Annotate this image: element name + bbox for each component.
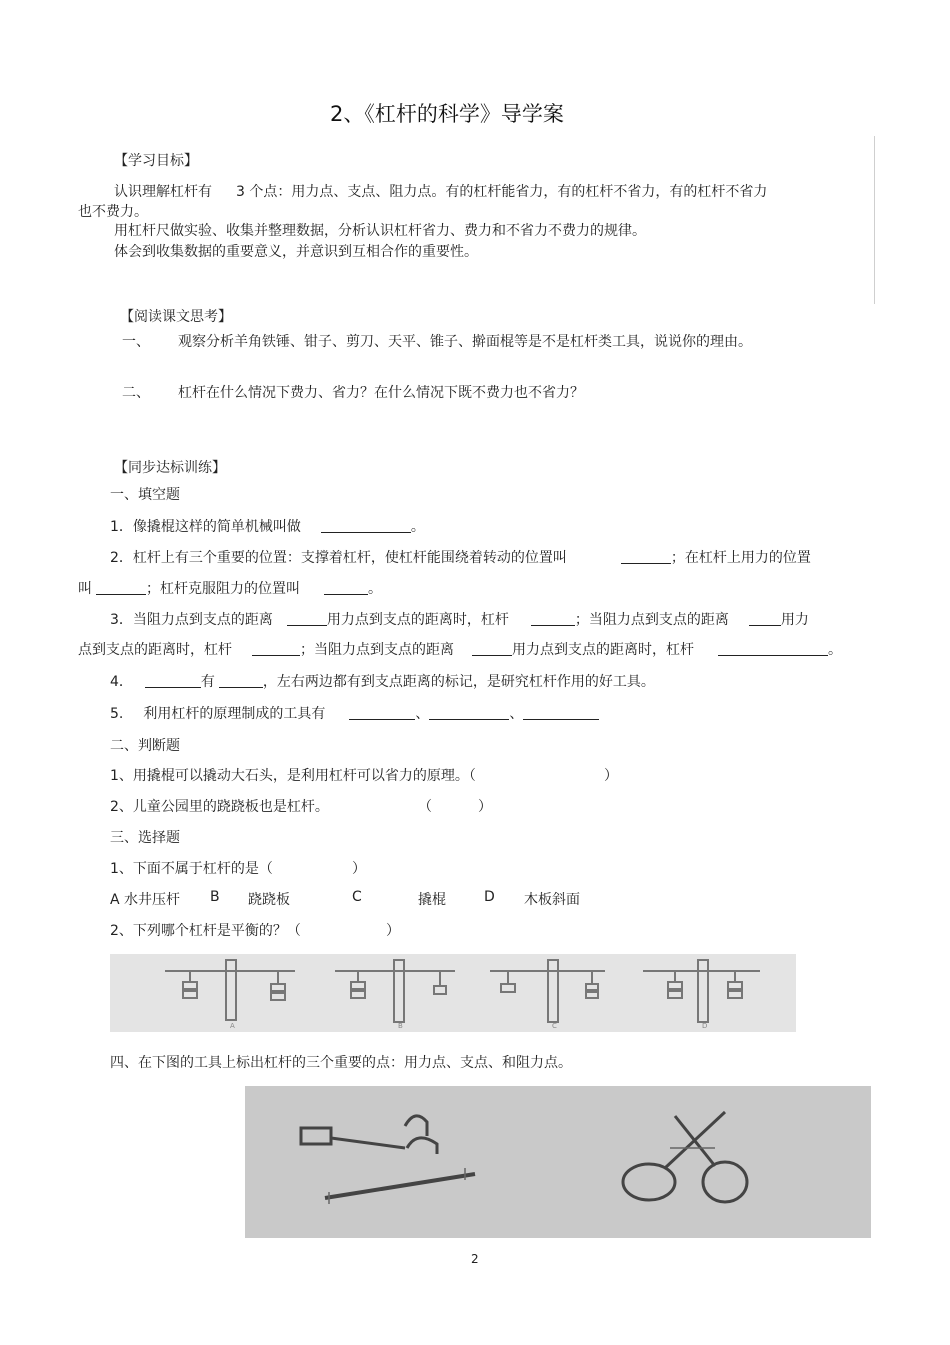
choice-q1: 1、下面不属于杠杆的是（	[110, 861, 273, 877]
blank[interactable]	[472, 640, 512, 656]
option-d-letter: D	[484, 889, 495, 905]
option-b-letter: B	[210, 889, 220, 905]
page-title: 2、《杠杆的科学》导学案	[330, 102, 564, 126]
blank[interactable]	[523, 704, 599, 720]
blank[interactable]	[429, 704, 509, 720]
option-a: A 水井压杆	[110, 892, 181, 908]
judge-q2-close: ）	[478, 799, 492, 815]
option-b-text: 跷跷板	[248, 892, 290, 908]
figure-label-a: A	[230, 1022, 235, 1030]
judge-q1: 1、用撬棍可以撬动大石头，是利用杠杆可以省力的原理。（	[110, 768, 476, 784]
blank[interactable]	[531, 610, 575, 626]
fill-heading: 一、填空题	[110, 487, 180, 503]
fill-q5: 5. 利用杠杆的原理制成的工具有 、 、	[110, 703, 599, 723]
figure-label-d: D	[702, 1022, 708, 1030]
judge-q2-open: （	[418, 799, 432, 815]
margin-line	[874, 136, 875, 304]
blank[interactable]	[219, 672, 263, 688]
blank[interactable]	[145, 672, 201, 688]
judge-q2: 2、儿童公园里的跷跷板也是杠杆。	[110, 799, 329, 815]
tools-diagram	[245, 1086, 871, 1238]
tools-figure	[245, 1086, 871, 1238]
blank[interactable]	[718, 640, 828, 656]
figure-label-c: C	[552, 1022, 557, 1030]
label-heading: 四、在下图的工具上标出杠杆的三个重要的点：用力点、支点、和阻力点。	[110, 1055, 572, 1071]
judge-q1-close: ）	[604, 768, 618, 784]
objective-line-1a: 认识理解杠杆有	[114, 184, 212, 200]
balance-figure	[110, 954, 796, 1032]
practice-heading: 【同步达标训练】	[114, 460, 226, 476]
reading-q1-number: 一、	[122, 334, 150, 350]
blank[interactable]	[621, 548, 671, 564]
objective-line-2: 用杠杆尺做实验、收集并整理数据，分析认识杠杆省力、费力和不省力不费力的规律。	[114, 223, 646, 239]
fill-q1: 1．像撬棍这样的简单机械叫做 。	[110, 519, 425, 535]
reading-q1: 观察分析羊角铁锤、钳子、剪刀、天平、锥子、擀面棍等是不是杠杆类工具，说说你的理由。	[178, 334, 752, 350]
blank[interactable]	[287, 610, 327, 626]
choice-q2-close: ）	[386, 923, 400, 939]
page-number: 2	[471, 1252, 479, 1266]
blank[interactable]	[252, 640, 300, 656]
balance-diagrams	[110, 954, 796, 1032]
figure-label-b: B	[398, 1022, 403, 1030]
option-d-text: 木板斜面	[524, 892, 580, 908]
choice-heading: 三、选择题	[110, 830, 180, 846]
judge-heading: 二、判断题	[110, 738, 180, 754]
fill-q2-line2: 叫 ；杠杆克服阻力的位置叫 。	[78, 581, 382, 597]
objective-line-1b: 3 个点：用力点、支点、阻力点。有的杠杆能省力，有的杠杆不省力，有的杠杆不省力	[236, 184, 768, 200]
fill-q2-line1: 2．杠杆上有三个重要的位置：支撑着杠杆，使杠杆能围绕着转动的位置叫 ；在杠杆上用力的位置	[110, 550, 811, 566]
fill-q3-line2: 点到支点的距离时，杠杆 ；当阻力点到支点的距离 用力点到支点的距离时，杠杆 。	[78, 642, 842, 658]
fill-q4: 4． 有 ，左右两边都有到支点距离的标记，是研究杠杆作用的好工具。	[110, 674, 655, 690]
reading-heading: 【阅读课文思考】	[120, 309, 232, 325]
objective-line-3: 体会到收集数据的重要意义，并意识到互相合作的重要性。	[114, 244, 478, 260]
option-c-letter: C	[352, 889, 362, 905]
blank[interactable]	[321, 517, 411, 533]
blank[interactable]	[324, 579, 368, 595]
choice-q1-close: ）	[352, 861, 366, 877]
blank[interactable]	[96, 579, 146, 595]
fill-q3-line1: 3．当阻力点到支点的距离 用力点到支点的距离时，杠杆 ；当阻力点到支点的距离 用力	[110, 612, 809, 628]
option-c-text: 撬棍	[418, 892, 446, 908]
objective-line-1c: 也不费力。	[78, 204, 148, 220]
reading-q2-number: 二、	[122, 385, 150, 401]
blank[interactable]	[349, 704, 415, 720]
reading-q2: 杠杆在什么情况下费力、省力？在什么情况下既不费力也不省力？	[178, 385, 584, 401]
objectives-heading: 【学习目标】	[114, 153, 198, 169]
choice-q2: 2、下列哪个杠杆是平衡的？（	[110, 923, 301, 939]
blank[interactable]	[749, 610, 781, 626]
